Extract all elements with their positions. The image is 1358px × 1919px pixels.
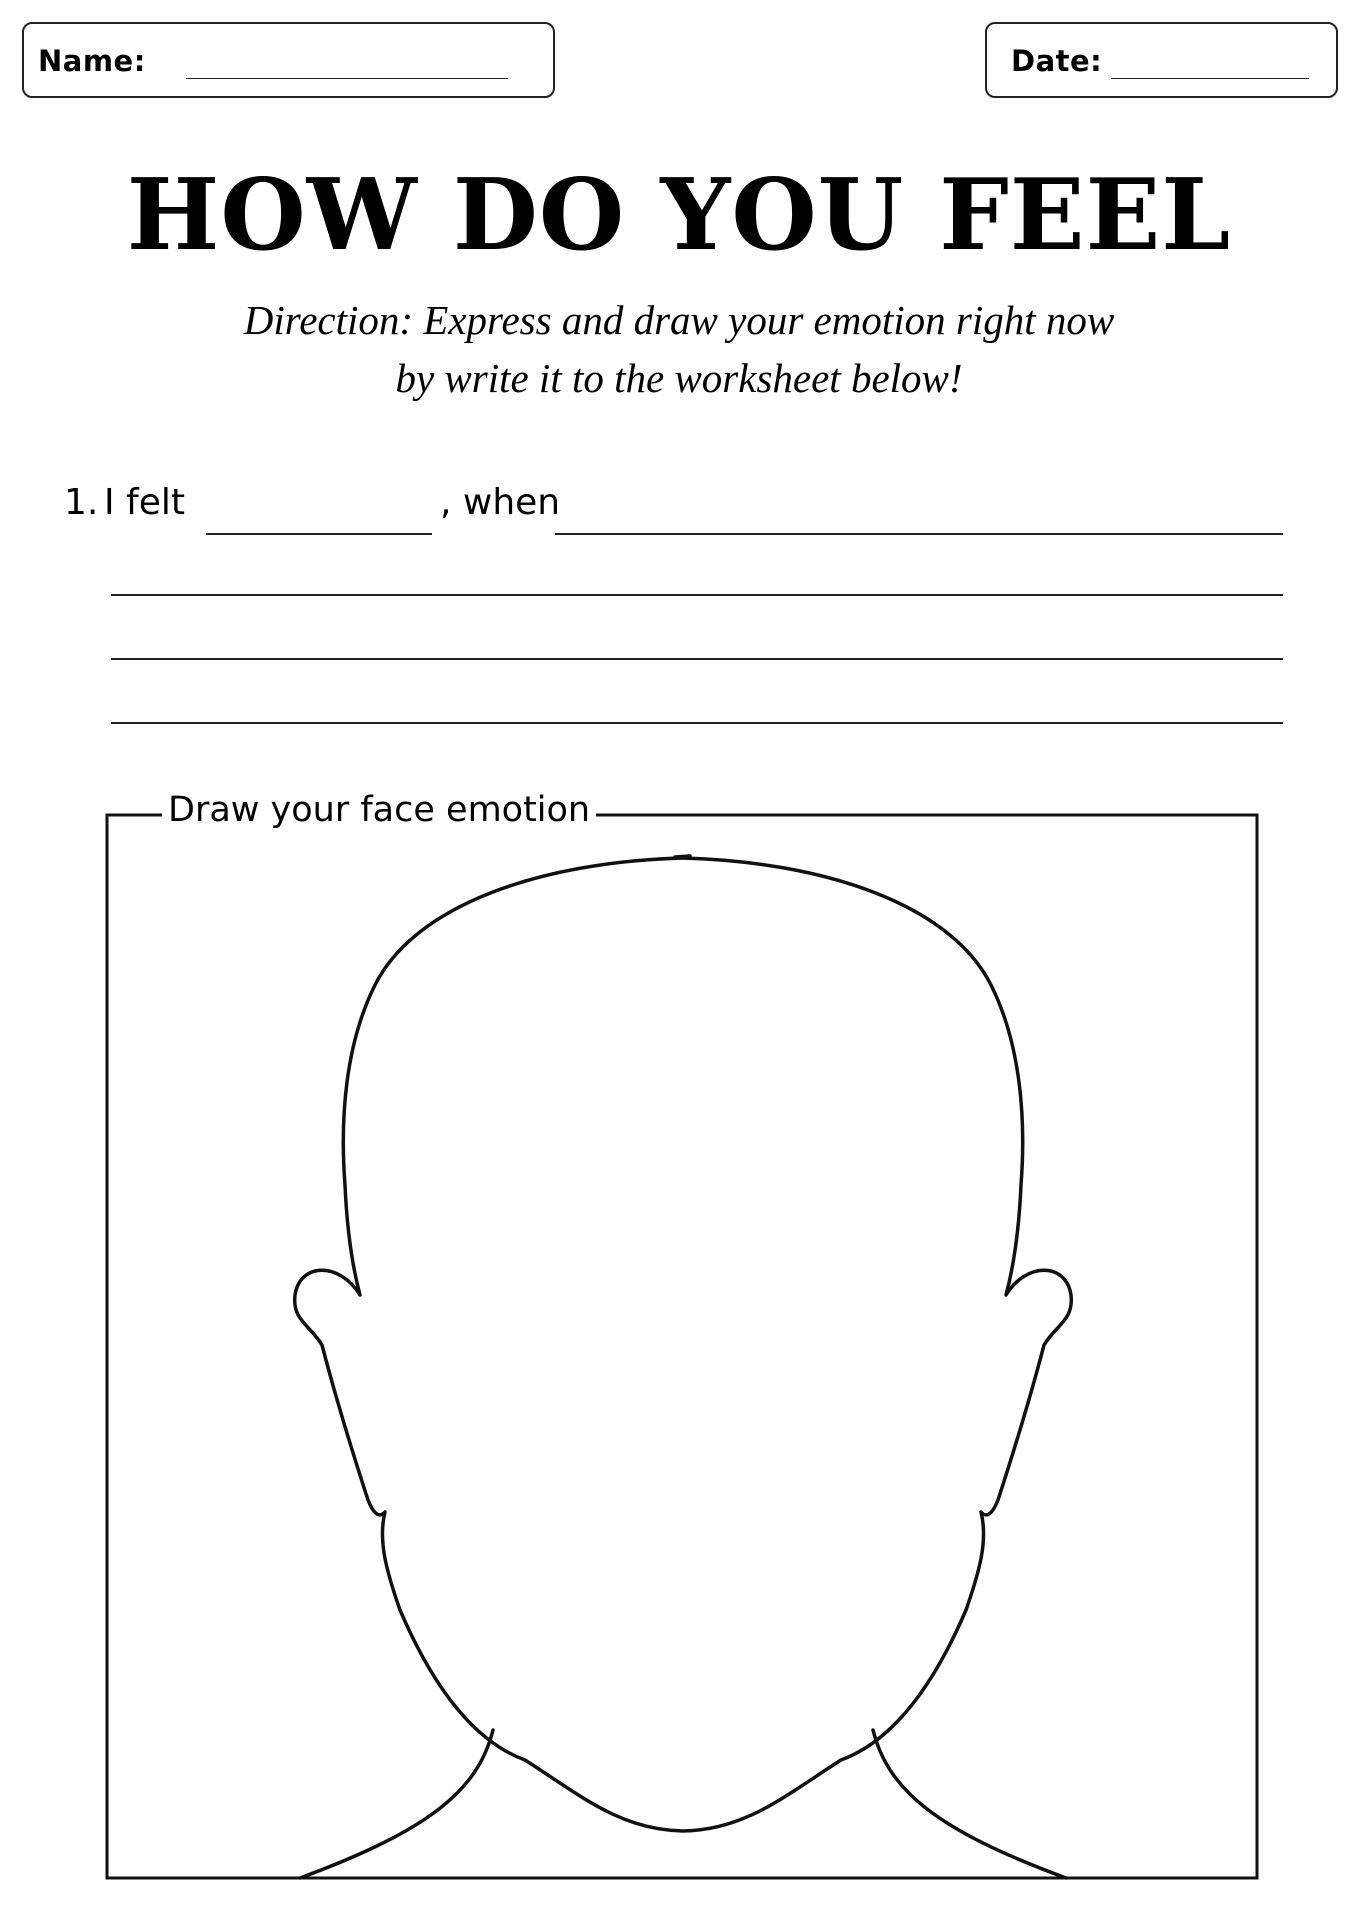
direction-text-line-2: by write it to the worksheet below! [395, 355, 963, 401]
drawing-frame [107, 815, 1257, 1878]
prompt-felt-label: I felt [104, 482, 185, 523]
direction-text-line-1: Direction: Express and draw your emotion right now [243, 297, 1115, 343]
prompt-when-label: , when [440, 482, 561, 523]
drawing-area-label: Draw your face emotion [162, 790, 596, 830]
page-title: HOW DO YOU FEEL [126, 158, 1232, 273]
name-label: Name: [38, 44, 146, 78]
face-outline-icon [295, 856, 1072, 1878]
prompt-number: 1. [64, 482, 99, 523]
date-label: Date: [1011, 44, 1103, 78]
